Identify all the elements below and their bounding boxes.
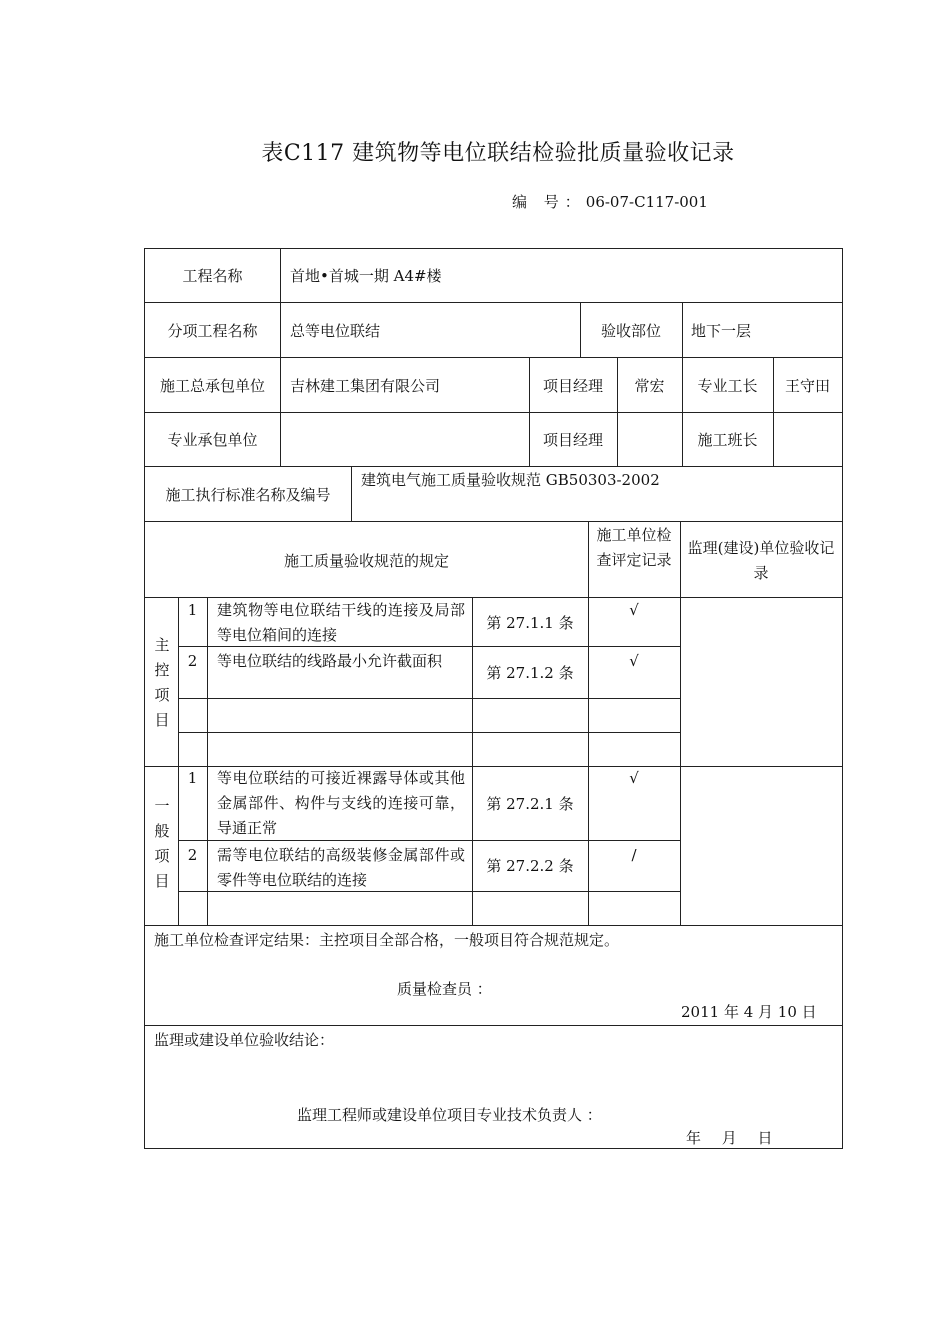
- row-divider: [178, 698, 680, 699]
- col-divider: [773, 412, 774, 466]
- foreman-label: 专业工长: [697, 377, 758, 395]
- general-item-1-result: √: [629, 769, 639, 787]
- general-item-1-desc: 等电位联结的可接近裸露导体或其他金属部件、构件与支线的连接可靠，导通正常: [217, 769, 465, 837]
- general-contractor-label: 施工总承包单位: [159, 377, 265, 395]
- supervisor-engineer-label: 监理工程师或建设单位项目专业技术负责人 ：: [297, 1106, 602, 1124]
- general-contractor-value: 吉林建工集团有限公司: [290, 377, 441, 395]
- spec-header: 施工质量验收规范的规定: [283, 552, 449, 570]
- inspection-form-table: [144, 248, 843, 1149]
- row-divider: [178, 732, 680, 733]
- col-divider: [680, 521, 681, 925]
- sub-project-label: 分项工程名称: [167, 322, 258, 340]
- team-leader-label: 施工班长: [697, 431, 758, 449]
- quality-inspector-label: 质量检查员 ：: [397, 980, 492, 998]
- col-divider: [178, 597, 179, 925]
- pm2-label: 项目经理: [542, 431, 603, 449]
- row-divider: [145, 925, 842, 926]
- sub-contractor-label: 专业承包单位: [167, 431, 258, 449]
- doc-number-value: 06-07-C117-001: [585, 193, 708, 211]
- general-item-2-clause: 第 27.2.2 条: [486, 857, 574, 875]
- unit-check-result: 施工单位检查评定结果：主控项目全部合格，一般项目符合规范规定。: [154, 931, 620, 949]
- pm-value: 常宏: [634, 377, 665, 395]
- signature-date-placeholder: 年 月 日: [686, 1129, 773, 1147]
- general-item-1-no: 1: [187, 769, 198, 787]
- main-item-1-desc: 建筑物等电位联结干线的连接及局部等电位箱间的连接: [217, 601, 465, 644]
- page-title: 表C117 建筑物等电位联结检验批质量验收记录: [261, 141, 735, 166]
- doc-number-label: 编 号：: [512, 193, 586, 211]
- main-item-1-no: 1: [187, 601, 198, 619]
- project-name-value: 首地•首城一期 A4#楼: [290, 267, 442, 285]
- general-item-1-clause: 第 27.2.1 条: [486, 795, 574, 813]
- sub-project-value: 总等电位联结: [290, 322, 381, 340]
- supervisor-header: 监理(建设)单位验收记录: [687, 539, 835, 582]
- main-item-2-result: √: [629, 652, 639, 670]
- col-divider: [351, 466, 352, 521]
- pm-label: 项目经理: [542, 377, 603, 395]
- foreman-value: 王守田: [784, 377, 830, 395]
- main-item-2-desc: 等电位联结的线路最小允许截面积: [217, 652, 443, 670]
- accept-part-value: 地下一层: [691, 322, 752, 340]
- general-items-label: 一般项目: [154, 797, 170, 890]
- standard-value: 建筑电气施工质量验收规范 GB50303-2002: [361, 471, 660, 489]
- inspection-date: 2011 年 4 月 10 日: [681, 1003, 817, 1021]
- row-divider: [145, 521, 842, 522]
- main-item-2-no: 2: [187, 652, 198, 670]
- row-divider: [145, 412, 842, 413]
- accept-part-label: 验收部位: [600, 322, 661, 340]
- row-divider: [145, 1025, 842, 1026]
- col-divider: [280, 249, 281, 466]
- main-item-1-result: √: [629, 601, 639, 619]
- standard-label: 施工执行标准名称及编号: [165, 486, 331, 504]
- row-divider: [145, 302, 842, 303]
- general-item-2-result: /: [631, 846, 637, 864]
- doc-number: [512, 191, 708, 212]
- col-divider: [207, 597, 208, 925]
- unit-check-header: 施工单位检查评定记录: [596, 526, 672, 569]
- project-name-label: 工程名称: [182, 267, 243, 285]
- general-item-2-no: 2: [187, 846, 198, 864]
- row-divider: [145, 357, 842, 358]
- col-divider: [682, 302, 683, 357]
- main-items-label: 主控项目: [154, 636, 170, 729]
- main-item-2-clause: 第 27.1.2 条: [486, 664, 574, 682]
- main-item-1-clause: 第 27.1.1 条: [486, 614, 574, 632]
- row-divider: [145, 466, 842, 467]
- general-item-2-desc: 需等电位联结的高级装修金属部件或零件等电位联结的连接: [217, 846, 465, 889]
- supervisor-conclusion-label: 监理或建设单位验收结论：: [154, 1031, 335, 1049]
